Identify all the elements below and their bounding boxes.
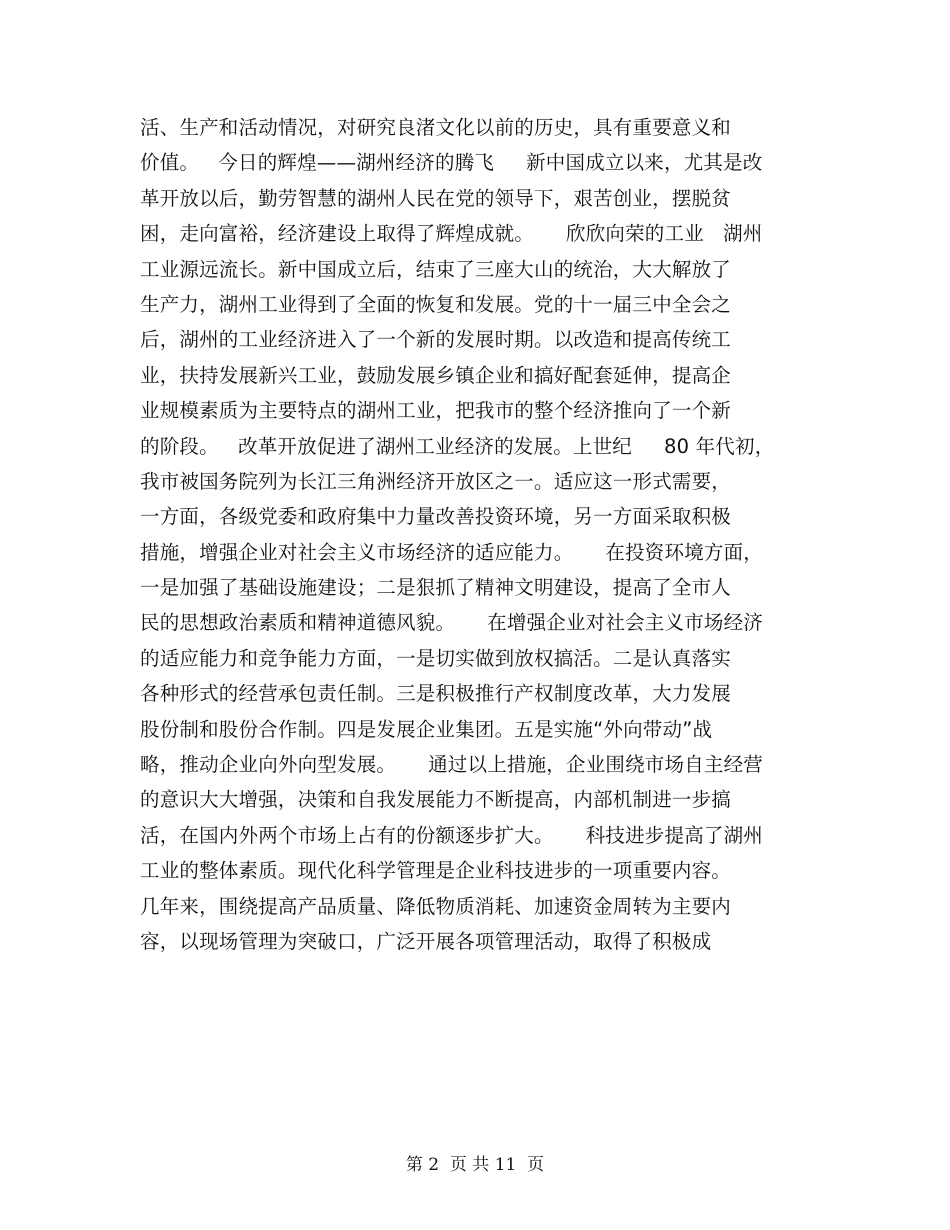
text-line: 的适应能力和竞争能力方面，一是切实做到放权搞活。二是认真落实 (140, 646, 732, 670)
text-line: 的意识大大增强，决策和自我发展能力不断提高，内部机制进一步搞 (140, 788, 732, 812)
text-line: 价值。 今日的辉煌——湖州经济的腾飞 新中国成立以来，尤其是改 (140, 151, 763, 175)
text-line: 一是加强了基础设施建设；二是狠抓了精神文明建设，提高了全市人 (140, 576, 732, 600)
text-line: 工业源远流长。新中国成立后，结束了三座大山的统治，大大解放了 (140, 257, 732, 281)
text-line: 几年来，围绕提高产品质量、降低物质消耗、加速资金周转为主要内 (140, 894, 732, 918)
text-line: 活、生产和活动情况，对研究良渚文化以前的历史，具有重要意义和 (140, 116, 732, 139)
text-line: 民的思想政治素质和精神道德风貌。 在增强企业对社会主义市场经济 (140, 611, 763, 635)
page-number-footer: 第 2 页 共 11 页 (405, 1155, 545, 1175)
text-line: 困，走向富裕，经济建设上取得了辉煌成就。 欣欣向荣的工业 湖州 (140, 222, 763, 246)
text-line: 容，以现场管理为突破口，广泛开展各项管理活动，取得了积极成 (140, 929, 712, 953)
text-line: 后，湖州的工业经济进入了一个新的发展时期。以改造和提高传统工 (140, 328, 732, 352)
text-line: 股份制和股份合作制。四是发展企业集团。五是实施“外向带动”战 (140, 717, 713, 741)
text-line: 我市被国务院列为长江三角洲经济开放区之一。适应这一形式需要， (140, 469, 732, 493)
text-line: 一方面，各级党委和政府集中力量改善投资环境，另一方面采取积极 (140, 505, 732, 529)
text-line: 革开放以后，勤劳智慧的湖州人民在党的领导下，艰苦创业，摆脱贫 (140, 186, 732, 210)
text-line: 各种形式的经营承包责任制。三是积极推行产权制度改革，大力发展 (140, 682, 732, 706)
text-line: 业，扶持发展新兴工业，鼓励发展乡镇企业和搞好配套延伸，提高企 (140, 363, 732, 387)
text-line: 活，在国内外两个市场上占有的份额逐步扩大。 科技进步提高了湖州 (140, 823, 763, 847)
text-line: 业规模素质为主要特点的湖州工业，把我市的整个经济推向了一个新 (140, 399, 732, 423)
text-line: 措施，增强企业对社会主义市场经济的适应能力。 在投资环境方面， (140, 540, 763, 564)
text-line: 的阶段。 改革开放促进了湖州工业经济的发展。上世纪 80 年代初， (140, 434, 775, 458)
text-line: 工业的整体素质。现代化科学管理是企业科技进步的一项重要内容。 (140, 859, 732, 883)
text-line: 生产力，湖州工业得到了全面的恢复和发展。党的十一届三中全会之 (140, 292, 732, 316)
body-text (140, 110, 800, 959)
text-line: 略，推动企业向外向型发展。 通过以上措施，企业围绕市场自主经营 (140, 753, 763, 777)
